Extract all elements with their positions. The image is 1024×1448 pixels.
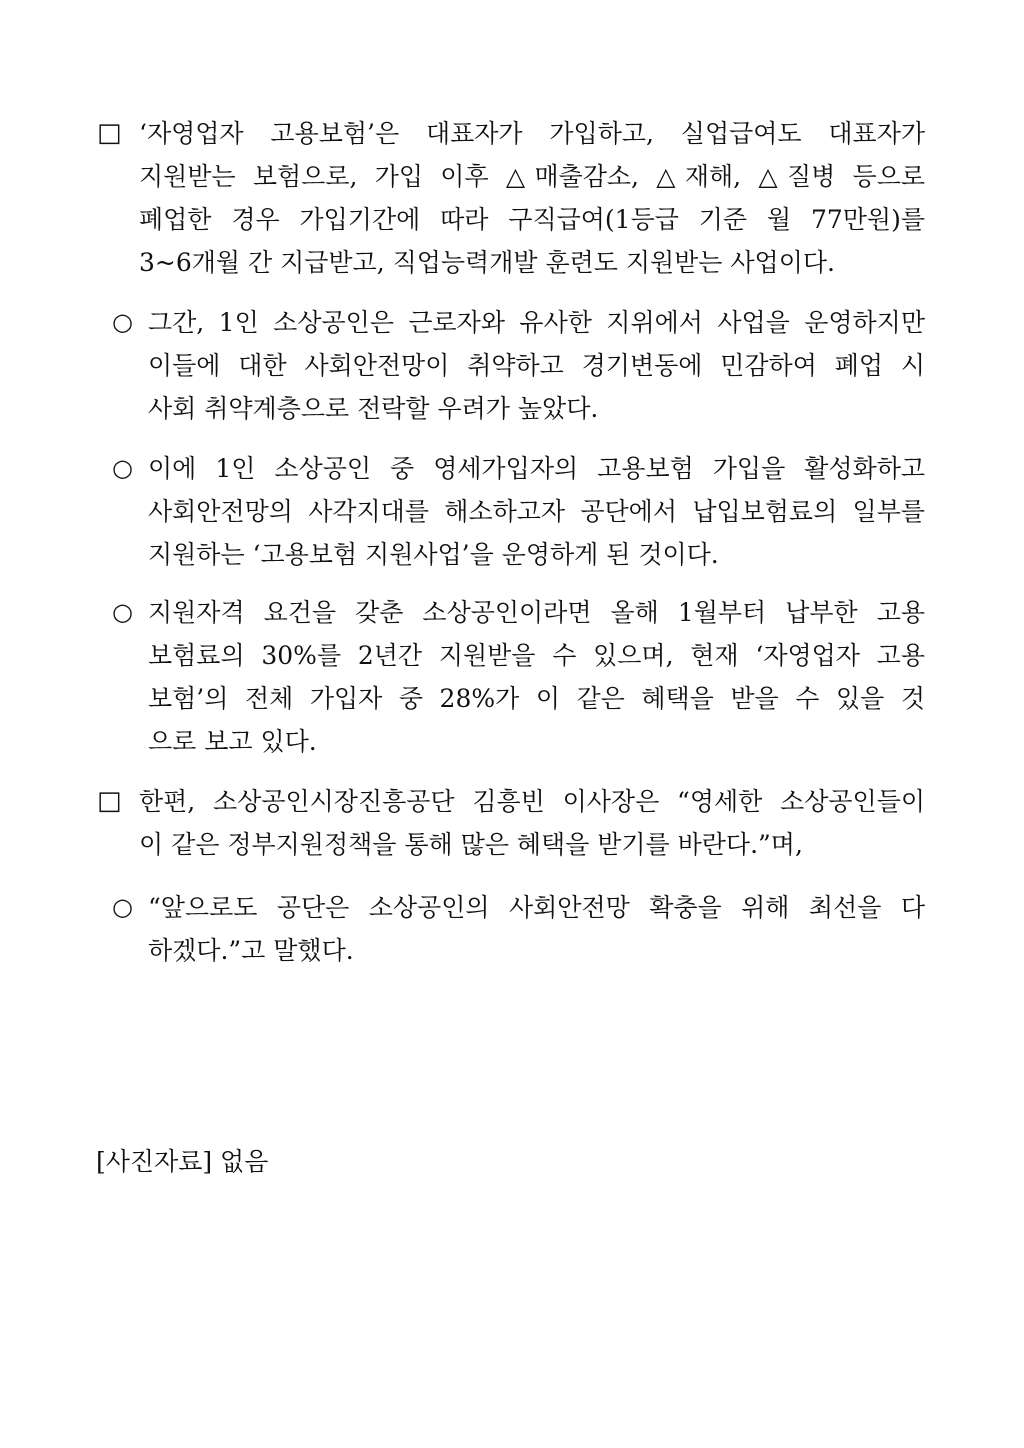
- paragraph-2-line-3: 사회 취약계층으로 전락할 우려가 높았다.: [148, 394, 599, 423]
- paragraph-4-line-3: 보험’의 전체 가입자 중 28%가 이 같은 혜택을 받을 수 있을 것: [148, 684, 925, 713]
- paragraph-4-line-4: 으로 보고 있다.: [148, 727, 317, 756]
- paragraph-4-line-1: 지원자격 요건을 갖춘 소상공인이라면 올해 1월부터 납부한 고용: [148, 598, 925, 627]
- circle-bullet-icon: ○: [112, 893, 133, 921]
- circle-bullet-icon: ○: [112, 598, 133, 626]
- paragraph-2-line-1: 그간, 1인 소상공인은 근로자와 유사한 지위에서 사업을 운영하지만: [148, 308, 925, 337]
- paragraph-5-line-1: 한편, 소상공인시장진흥공단 김흥빈 이사장은 “영세한 소상공인들이: [139, 787, 925, 816]
- paragraph-1-line-1: ‘자영업자 고용보험’은 대표자가 가입하고, 실업급여도 대표자가: [139, 119, 925, 148]
- paragraph-1-line-2: 지원받는 보험으로, 가입 이후 △매출감소, △재해, △질병 등으로: [139, 162, 925, 191]
- paragraph-4-line-2: 보험료의 30%를 2년간 지원받을 수 있으며, 현재 ‘자영업자 고용: [148, 641, 925, 670]
- paragraph-6-line-1: “앞으로도 공단은 소상공인의 사회안전망 확충을 위해 최선을 다: [148, 893, 925, 922]
- paragraph-1-line-3: 폐업한 경우 가입기간에 따라 구직급여(1등급 기준 월 77만원)를: [139, 205, 925, 234]
- checkbox-bullet-icon: □: [97, 118, 122, 148]
- paragraph-6-line-2: 하겠다.”고 말했다.: [148, 936, 354, 965]
- circle-bullet-icon: ○: [112, 454, 133, 482]
- paragraph-2-line-2: 이들에 대한 사회안전망이 취약하고 경기변동에 민감하여 폐업 시: [148, 351, 925, 380]
- circle-bullet-icon: ○: [112, 308, 133, 336]
- photo-material-note: [사진자료] 없음: [96, 1147, 269, 1176]
- paragraph-3-line-2: 사회안전망의 사각지대를 해소하고자 공단에서 납입보험료의 일부를: [148, 497, 925, 526]
- paragraph-3-line-3: 지원하는 ‘고용보험 지원사업’을 운영하게 된 것이다.: [148, 540, 719, 569]
- paragraph-3-line-1: 이에 1인 소상공인 중 영세가입자의 고용보험 가입을 활성화하고: [148, 454, 925, 483]
- paragraph-5-line-2: 이 같은 정부지원정책을 통해 많은 혜택을 받기를 바란다.”며,: [139, 830, 803, 859]
- paragraph-1-line-4: 3~6개월 간 지급받고, 직업능력개발 훈련도 지원받는 사업이다.: [139, 248, 835, 277]
- checkbox-bullet-icon: □: [97, 786, 122, 816]
